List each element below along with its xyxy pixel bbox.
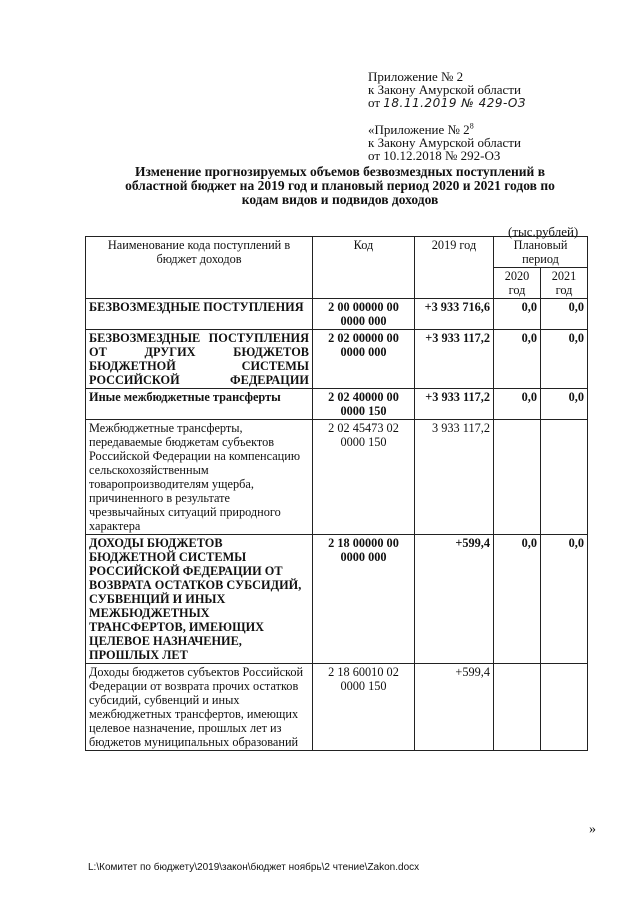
row-name: ДОХОДЫ БЮДЖЕТОВ БЮДЖЕТНОЙ СИСТЕМЫ РОССИЙСКОЙ ФЕДЕРАЦИИ ОТ ВОЗВРАТА ОСТАТКОВ СУБСИДИЙ, СУБВЕНЦИЙ И ИНЫХ МЕЖБЮДЖЕТНЫХ ТРАНСФЕРТОВ, ИМЕЮЩИХ ЦЕЛЕВОЕ НАЗНАЧЕНИЕ, ПРОШЛЫХ ЛЕТ (86, 535, 313, 664)
title-line-1: Изменение прогнозируемых объемов безвозмездных поступлений в (134, 164, 546, 179)
row-value-2021 (541, 420, 588, 535)
title-line-2: областной бюджет на 2019 год и плановый период 2020 и 2021 годов по (125, 178, 555, 193)
row-value-2019: +599,4 (415, 535, 494, 664)
prev-appendix-superscript: 8 (469, 121, 474, 131)
footer-file-path: L:\Комитет по бюджету\2019\закон\бюджет ноябрь\2 чтение\Zakon.docx (88, 862, 420, 873)
header-2019: 2019 год (415, 237, 494, 299)
row-name: БЕЗВОЗМЕЗДНЫЕ ПОСТУПЛЕНИЯ (86, 299, 313, 330)
header-name: Наименование кода поступлений в бюджет доходов (86, 237, 313, 299)
row-value-2019: +3 933 716,6 (415, 299, 494, 330)
row-value-2021: 0,0 (541, 299, 588, 330)
row-name: БЕЗВОЗМЕЗДНЫЕ ПОСТУПЛЕНИЯ ОТ ДРУГИХ БЮДЖЕТОВ БЮДЖЕТНОЙ СИСТЕМЫ РОССИЙСКОЙ ФЕДЕРАЦИИ (86, 330, 313, 389)
prev-appendix-line-3: от 10.12.2018 № 292-ОЗ (368, 148, 501, 163)
header-code: Код (313, 237, 415, 299)
header-2021: 2021 год (541, 268, 588, 299)
row-value-2020 (494, 420, 541, 535)
row-value-2021 (541, 664, 588, 751)
prev-appendix-line-2: к Закону Амурской области (368, 135, 521, 150)
table-row (86, 330, 588, 389)
row-value-2021: 0,0 (541, 389, 588, 420)
table-row (86, 535, 588, 664)
row-value-2019: +3 933 117,2 (415, 330, 494, 389)
table-header-row (86, 237, 588, 268)
row-name: Межбюджетные трансферты, передаваемые бюджетам субъектов Российской Федерации на компенсацию сельскохозяйственным товаропроизводителям ущерба, причиненного в результате чрезвычайных ситуаций природного характера (86, 420, 313, 535)
row-code: 2 02 45473 02 0000 150 (313, 420, 415, 535)
appendix-date-prefix: от (368, 95, 381, 110)
table-row (86, 664, 588, 751)
appendix-line-3 (368, 96, 526, 110)
row-code: 2 18 60010 02 0000 150 (313, 664, 415, 751)
row-code: 2 02 40000 00 0000 150 (313, 389, 415, 420)
document-title (80, 165, 600, 207)
row-value-2019: +599,4 (415, 664, 494, 751)
table-row (86, 389, 588, 420)
row-value-2021: 0,0 (541, 535, 588, 664)
row-name: Иные межбюджетные трансферты (86, 389, 313, 420)
row-value-2019: 3 933 117,2 (415, 420, 494, 535)
header-planned-period: Плановый период (494, 237, 588, 268)
previous-appendix-block (368, 123, 521, 162)
appendix-line-2: к Закону Амурской области (368, 82, 521, 97)
row-value-2020: 0,0 (494, 535, 541, 664)
row-value-2020 (494, 664, 541, 751)
row-value-2020: 0,0 (494, 299, 541, 330)
row-value-2021: 0,0 (541, 330, 588, 389)
table-row (86, 299, 588, 330)
row-code: 2 00 00000 00 0000 000 (313, 299, 415, 330)
row-name: Доходы бюджетов субъектов Российской Федерации от возврата прочих остатков субсидий, субвенций и иных межбюджетных трансфертов, имеющих целевое назначение, прошлых лет из бюджетов муниципальных образований (86, 664, 313, 751)
row-value-2019: +3 933 117,2 (415, 389, 494, 420)
header-2020: 2020 год (494, 268, 541, 299)
row-code: 2 02 00000 00 0000 000 (313, 330, 415, 389)
table-row (86, 420, 588, 535)
prev-appendix-title: «Приложение № 2 (368, 122, 470, 137)
units-label: (тыс.рублей) (508, 224, 579, 239)
row-value-2020: 0,0 (494, 330, 541, 389)
title-line-3: кодам видов и подвидов доходов (241, 192, 439, 207)
handwritten-date-number: 18.11.2019 № 429-ОЗ (383, 96, 526, 110)
row-code: 2 18 00000 00 0000 000 (313, 535, 415, 664)
closing-quote-mark: » (589, 822, 596, 837)
revenue-table (85, 236, 588, 751)
appendix-line-1: Приложение № 2 (368, 69, 464, 84)
appendix-block (368, 70, 526, 110)
row-value-2020: 0,0 (494, 389, 541, 420)
